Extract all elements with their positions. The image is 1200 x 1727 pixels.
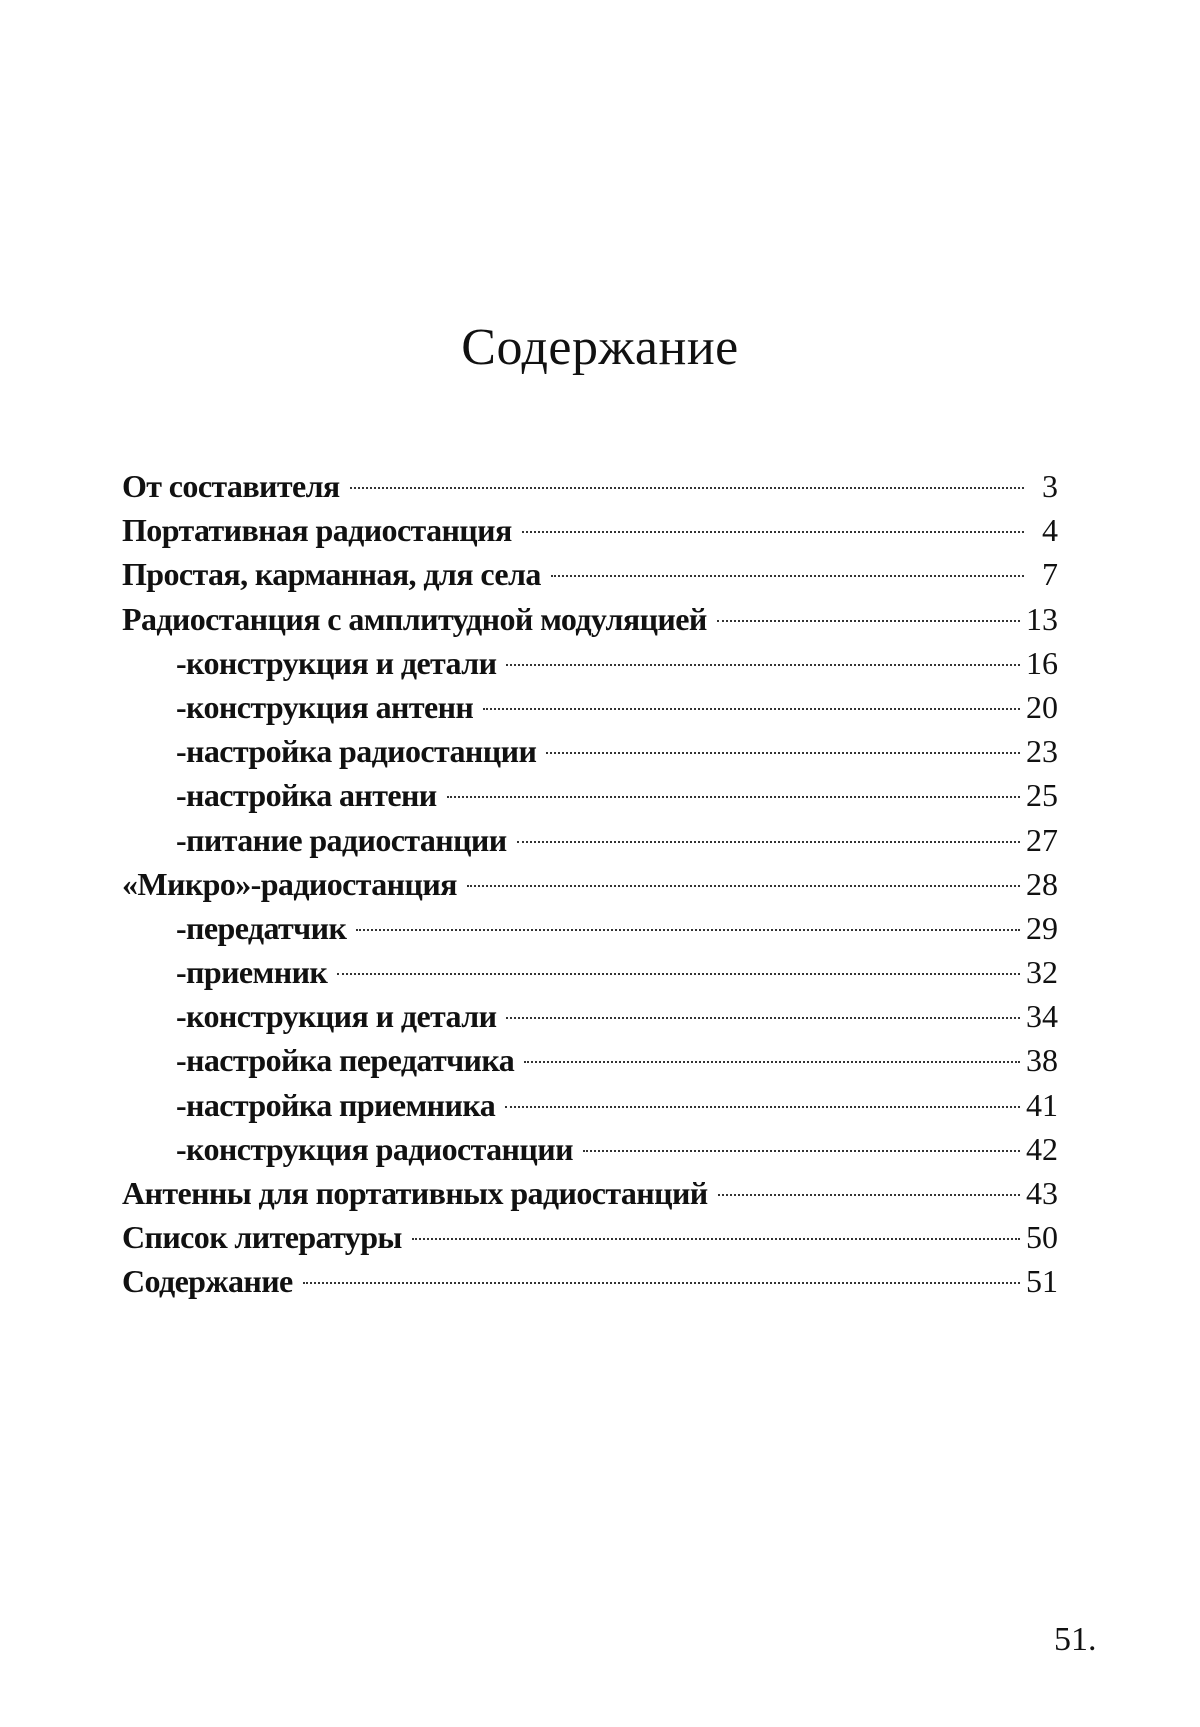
toc-entry-title: Простая, карманная, для села <box>122 556 541 593</box>
toc-entry-page: 42 <box>1026 1130 1058 1167</box>
toc-entry-page: 28 <box>1026 865 1058 902</box>
toc-subentry <box>122 641 1058 685</box>
toc-entry <box>122 862 1058 906</box>
toc-entry-page: 29 <box>1026 909 1058 946</box>
dot-leader <box>483 708 1020 710</box>
page-number: 51. <box>1054 1621 1097 1658</box>
toc-entry-page: 20 <box>1026 688 1058 725</box>
toc-entry-title: -настройка приемника <box>176 1086 496 1123</box>
toc-entry-title: От составителя <box>122 468 340 504</box>
toc-entry-page: 50 <box>1026 1219 1058 1256</box>
toc-entry-page: 38 <box>1026 1042 1058 1079</box>
dot-leader <box>551 575 1024 577</box>
dot-leader <box>350 487 1024 489</box>
toc-subentry <box>122 685 1058 729</box>
toc-entry-title: -конструкция и детали <box>176 998 497 1035</box>
dot-leader <box>583 1150 1020 1152</box>
toc-entry-title: Список литературы <box>122 1219 402 1256</box>
toc-subentry <box>122 818 1058 862</box>
page-title: Содержание <box>461 319 739 376</box>
toc-entry-title: «Микро»-радиостанция <box>122 865 457 902</box>
dot-leader <box>303 1282 1020 1284</box>
toc-entry-title: -конструкция антенн <box>176 688 474 725</box>
toc-entry-title: Портативная радиостанция <box>122 512 512 549</box>
toc-entry-page: 13 <box>1026 600 1058 637</box>
dot-leader <box>356 929 1020 931</box>
toc-entry <box>122 1259 1058 1303</box>
toc-entry-page: 16 <box>1026 644 1058 681</box>
toc-entry-page: 32 <box>1026 954 1058 991</box>
toc-entry-page: 23 <box>1026 733 1058 770</box>
toc-subentry <box>122 1083 1058 1127</box>
toc-entry-page: 51 <box>1026 1263 1058 1300</box>
dot-leader <box>337 973 1020 975</box>
dot-leader <box>524 1061 1020 1063</box>
toc-entry-title: Содержание <box>122 1263 293 1300</box>
toc-subentry <box>122 906 1058 950</box>
toc-entry-page: 25 <box>1026 777 1058 814</box>
dot-leader <box>717 620 1020 622</box>
toc-subentry <box>122 950 1058 994</box>
toc-entry-page: 7 <box>1042 556 1058 593</box>
toc-entry-page: 3 <box>1042 468 1058 504</box>
toc-subentry <box>122 1038 1058 1082</box>
dot-leader <box>718 1194 1020 1196</box>
table-of-contents <box>122 464 1058 1304</box>
dot-leader <box>447 796 1020 798</box>
toc-subentry <box>122 773 1058 817</box>
dot-leader <box>506 664 1020 666</box>
toc-entry-page: 41 <box>1026 1086 1058 1123</box>
toc-entry-page: 27 <box>1026 821 1058 858</box>
toc-entry <box>122 1215 1058 1259</box>
toc-subentry <box>122 994 1058 1038</box>
toc-entry <box>122 464 1058 508</box>
toc-entry-title: -передатчик <box>176 909 347 946</box>
toc-entry <box>122 552 1058 596</box>
toc-entry-page: 4 <box>1042 512 1058 549</box>
dot-leader <box>467 885 1020 887</box>
toc-entry-title: -настройка передатчика <box>176 1042 515 1079</box>
toc-entry <box>122 508 1058 552</box>
toc-subentry <box>122 729 1058 773</box>
toc-entry <box>122 597 1058 641</box>
toc-entry-page: 34 <box>1026 998 1058 1035</box>
dot-leader <box>546 752 1020 754</box>
toc-entry-page: 43 <box>1026 1175 1058 1211</box>
toc-entry-title: -конструкция радиостанции <box>176 1130 573 1167</box>
dot-leader <box>522 531 1024 533</box>
toc-entry-title: Радиостанция с амплитудной модуляцией <box>122 600 707 637</box>
toc-entry-title: Антенны для портативных радиостанций <box>122 1175 708 1211</box>
toc-entry-title: -настройка антени <box>176 777 437 814</box>
toc-entry-title: -приемник <box>176 954 328 991</box>
toc-entry-title: -настройка радиостанции <box>176 733 537 770</box>
dot-leader <box>517 841 1020 843</box>
toc-entry-title: -конструкция и детали <box>176 644 497 681</box>
dot-leader <box>412 1238 1020 1240</box>
dot-leader <box>506 1017 1020 1019</box>
toc-entry-title: -питание радиостанции <box>176 821 507 858</box>
dot-leader <box>505 1106 1020 1108</box>
toc-subentry <box>122 1127 1058 1171</box>
toc-entry <box>122 1171 1058 1215</box>
